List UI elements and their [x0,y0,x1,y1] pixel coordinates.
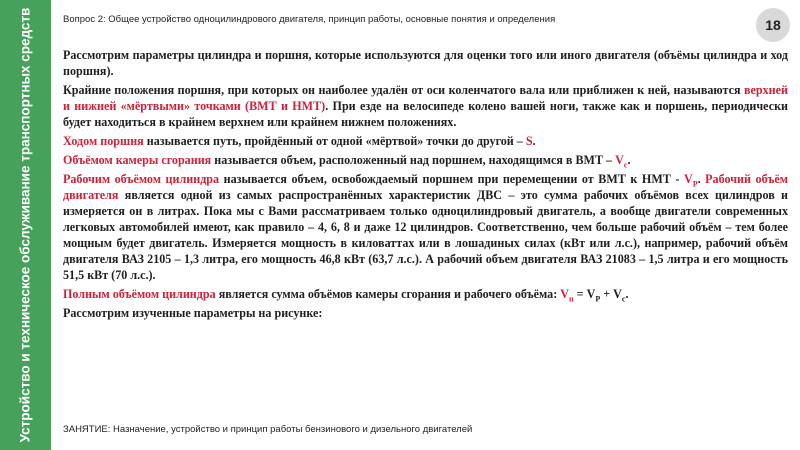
highlight-full-volume: Полным объёмом цилиндра [63,287,216,301]
text: Крайние положения поршня, при которых он наиболее удалён от оси коленчатого вала или приближен к ней, называются [63,83,745,97]
symbol-s: S [525,134,533,148]
subscript: с [621,294,626,304]
symbol-vp [683,172,698,189]
symbol-v: V [615,153,624,167]
sidebar [0,0,51,450]
subscript: Р [595,294,601,304]
text: является одной из самых распространённых характеристик ДВС – это сумма рабочих объёмов всех цилиндров и измеряется он в литрах. Пока мы с Вами рассматриваем только одноцилиндровый двигатель, а вообще двигатели современных легковых автомобилей имеют, как правило – 4, 6, 8 и даже 12 цилиндров. Соответственно, чем больше рабочий объём – тем более мощным будет двигатель. Измеряется мощность в киловаттах или в лошадиных силах (кВт или л.с.), например, рабочий объём двигателя ВАЗ 2105 – 1,3 литра, его мощность 46,8 кВт (63,7 л.с.). А рабочий объем двигателя ВАЗ 21083 – 1,5 литра и его мощность 51,5 кВт (70 л.с.). [63,188,788,282]
main-content [63,47,788,324]
highlight-working-volume: Рабочим объёмом цилиндра [63,172,220,186]
highlight-dead-points: верхней и нижней «мёртвыми» точками (ВМТ и НМТ) [63,83,788,113]
subscript: Р [692,179,698,189]
symbol-vn [560,287,574,304]
subscript: п [569,294,574,304]
paragraph-working-volume [63,171,788,283]
highlight-combustion-chamber: Объёмом камеры сгорания [63,153,212,167]
paragraph-intro: Рассмотрим параметры цилиндра и поршня, которые используются для оценки того или иного двигателя (объёмы цилиндра и ход поршня). [63,48,788,78]
question-header: Вопрос 2: Общее устройство одноцилиндрового двигателя, принцип работы, основные понятия и определения [63,14,556,25]
paragraph-stroke [63,133,788,149]
text: . [627,153,631,167]
symbol-vc [615,153,628,170]
sidebar-title: Устройство и техническое обслуживание транспортных средств [17,7,33,443]
text: является сумма объёмов камеры сгорания и рабочего объёма: [215,287,561,301]
symbol-v: V [560,287,570,301]
symbol-v: V [683,172,693,186]
highlight-stroke: Ходом поршня [63,134,144,148]
text: . При езде на велосипеде колено вашей ноги, также как и поршень, периодически будет находиться в крайнем верхнем или крайнем нижнем положениях. [63,99,789,129]
paragraph-figure-intro: Рассмотрим изученные параметры на рисунке: [63,306,323,320]
lesson-footer: ЗАНЯТИЕ: Назначение, устройство и принцип работы бензинового и дизельного двигателей [63,424,473,435]
formula-part: + V [600,287,622,301]
paragraph-dead-points [63,82,788,130]
text: . [697,172,706,186]
paragraph-combustion-chamber [63,152,788,168]
subscript: с [623,160,628,170]
text: называется объем, освобождаемый поршнем при перемещении от ВМТ к НМТ - [219,172,684,186]
text: . [532,134,536,148]
formula-part: = V [573,287,596,301]
paragraph-full-volume [63,286,788,302]
highlight-engine-displacement: Рабочий объём двигателя [63,172,788,202]
text: . [625,287,629,301]
text: называется путь, пройдённый от одной «мёртвой» точки до другой – [143,134,526,148]
page-number-badge: 18 [756,8,790,42]
text: называется объем, расположенный над поршнем, находящимся в ВМТ – [211,153,616,167]
